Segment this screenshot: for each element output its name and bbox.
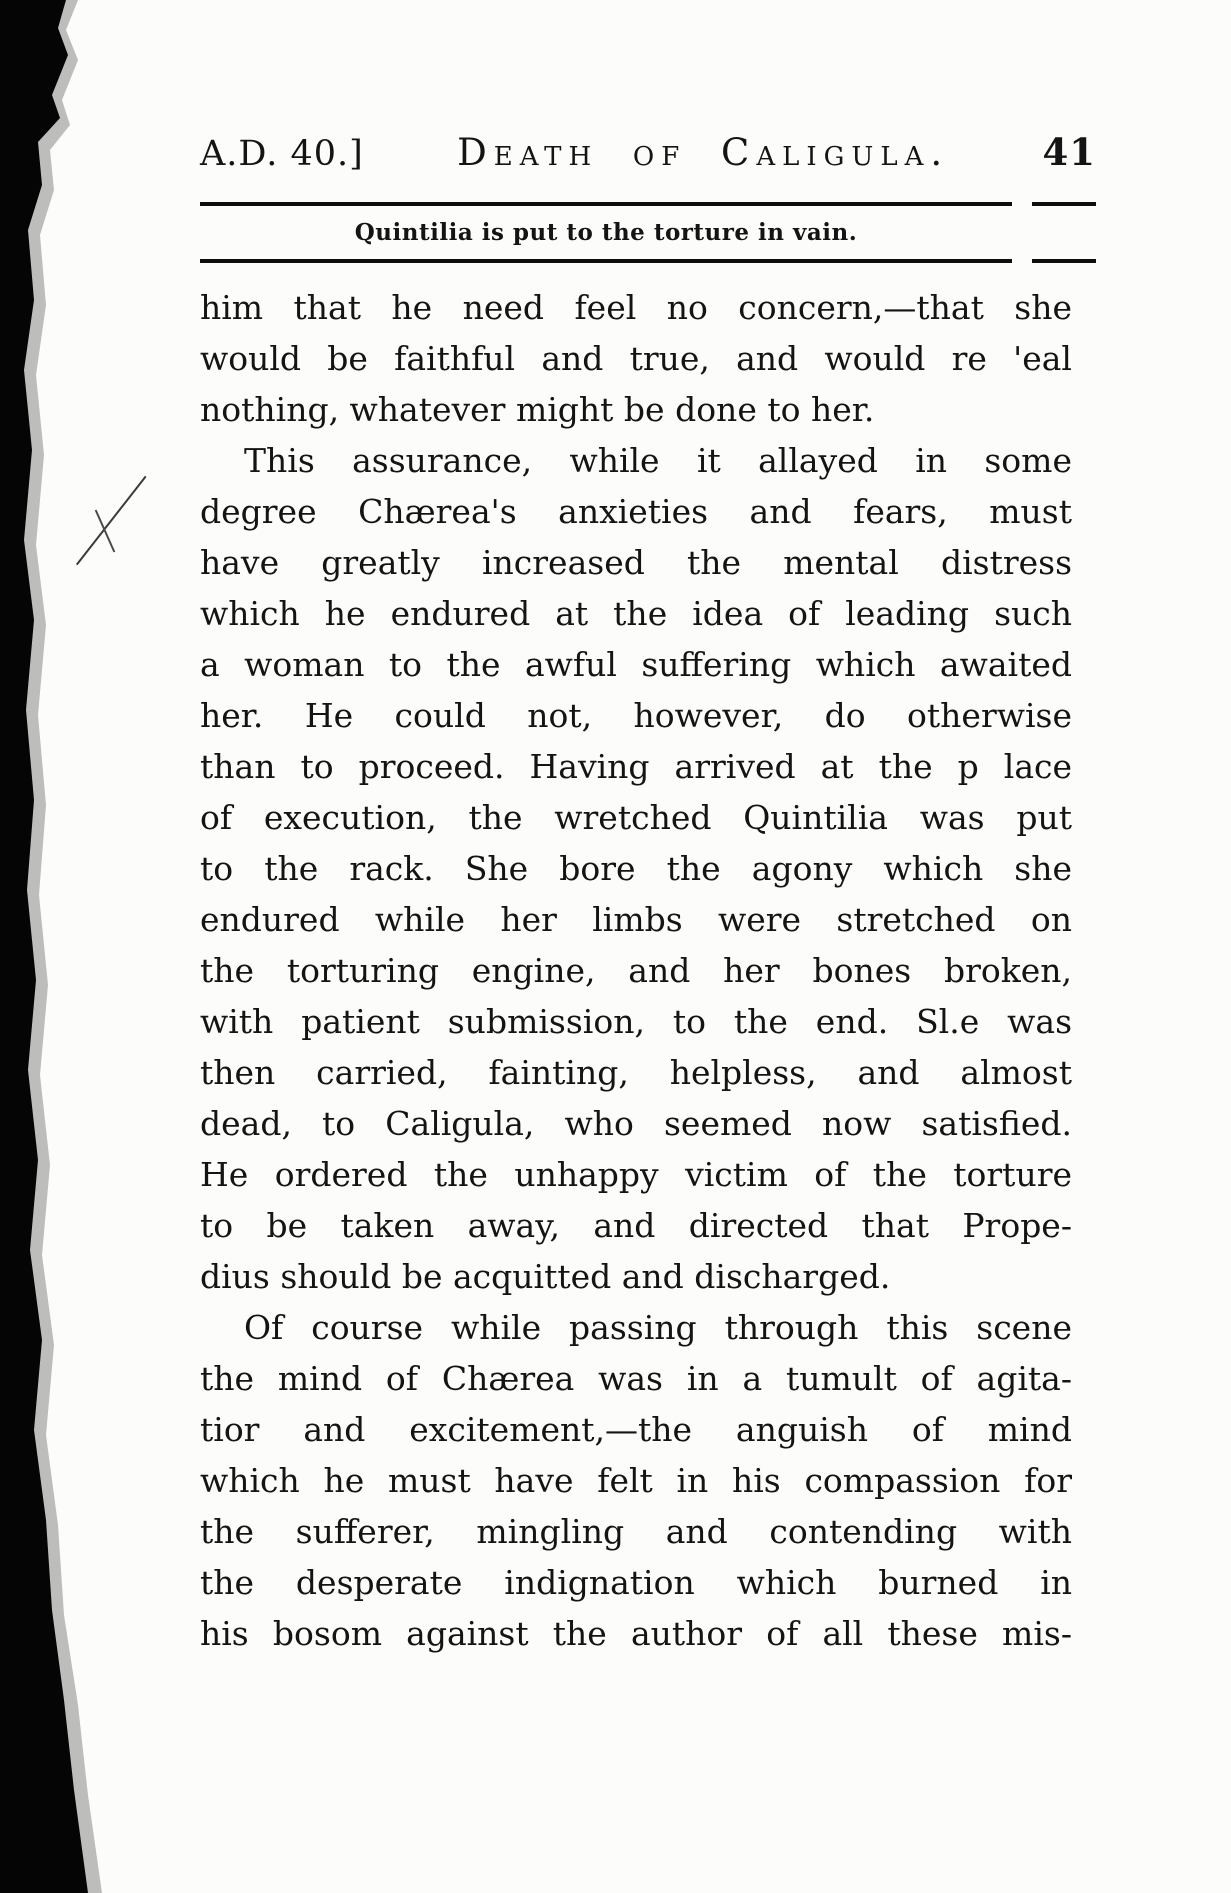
page-number: 41 [1042, 130, 1096, 174]
header-rule [200, 202, 1096, 206]
text-line: nothing, whatever might be done to her. [200, 390, 875, 429]
text-line: the torturing engine, and her bones broken, [200, 951, 1072, 990]
text-line: dius should be acquitted and discharged. [200, 1257, 891, 1296]
text-line: the sufferer, mingling and contending with [200, 1512, 1072, 1551]
text-line: This assurance, while it allayed in some [244, 441, 1072, 480]
text-line: degree Chærea's anxieties and fears, must [200, 492, 1072, 531]
text-line: the desperate indignation which burned in [200, 1563, 1072, 1602]
text-line: which he endured at the idea of leading such [200, 594, 1072, 633]
text-line: tior and excitement,—the anguish of mind [200, 1410, 1072, 1449]
page-content [200, 0, 1096, 1659]
caption-rule-short [1032, 259, 1096, 263]
text-line: to the rack. She bore the agony which she [200, 849, 1072, 888]
text-line: endured while her limbs were stretched on [200, 900, 1072, 939]
caption-rule-long [200, 259, 1012, 263]
body-text [200, 282, 1072, 1659]
text-line: of execution, the wretched Quintilia was put [200, 798, 1072, 837]
text-line: than to proceed. Having arrived at the p lace [200, 747, 1072, 786]
text-line: her. He could not, however, do otherwise [200, 696, 1072, 735]
caption-rule [200, 259, 1096, 263]
text-line: with patient submission, to the end. Sl.e was [200, 1002, 1072, 1041]
text-line: a woman to the awful suffering which awaited [200, 645, 1072, 684]
header-era: A.D. 40.] [200, 134, 364, 174]
running-header [200, 130, 1096, 180]
section-caption: Quintilia is put to the torture in vain. [354, 219, 858, 246]
header-rule-long [200, 202, 1012, 206]
text-line: which he must have felt in his compassion for [200, 1461, 1072, 1500]
header-rule-short [1032, 202, 1096, 206]
header-title: Death of Caligula. [457, 131, 950, 174]
scan-artifact-mark [76, 476, 147, 565]
text-line: would be faithful and true, and would re 'eal [200, 339, 1072, 378]
text-line: He ordered the unhappy victim of the torture [200, 1155, 1072, 1194]
text-line: then carried, fainting, helpless, and almost [200, 1053, 1072, 1092]
text-line: dead, to Caligula, who seemed now satisfied. [200, 1104, 1072, 1143]
text-line: to be taken away, and directed that Prope- [200, 1206, 1072, 1245]
text-line: have greatly increased the mental distress [200, 543, 1072, 582]
text-line: the mind of Chærea was in a tumult of agita- [200, 1359, 1072, 1398]
text-line: Of course while passing through this scene [244, 1308, 1072, 1347]
text-line: his bosom against the author of all these mis- [200, 1614, 1072, 1653]
text-line: him that he need feel no concern,—that she [200, 288, 1072, 327]
